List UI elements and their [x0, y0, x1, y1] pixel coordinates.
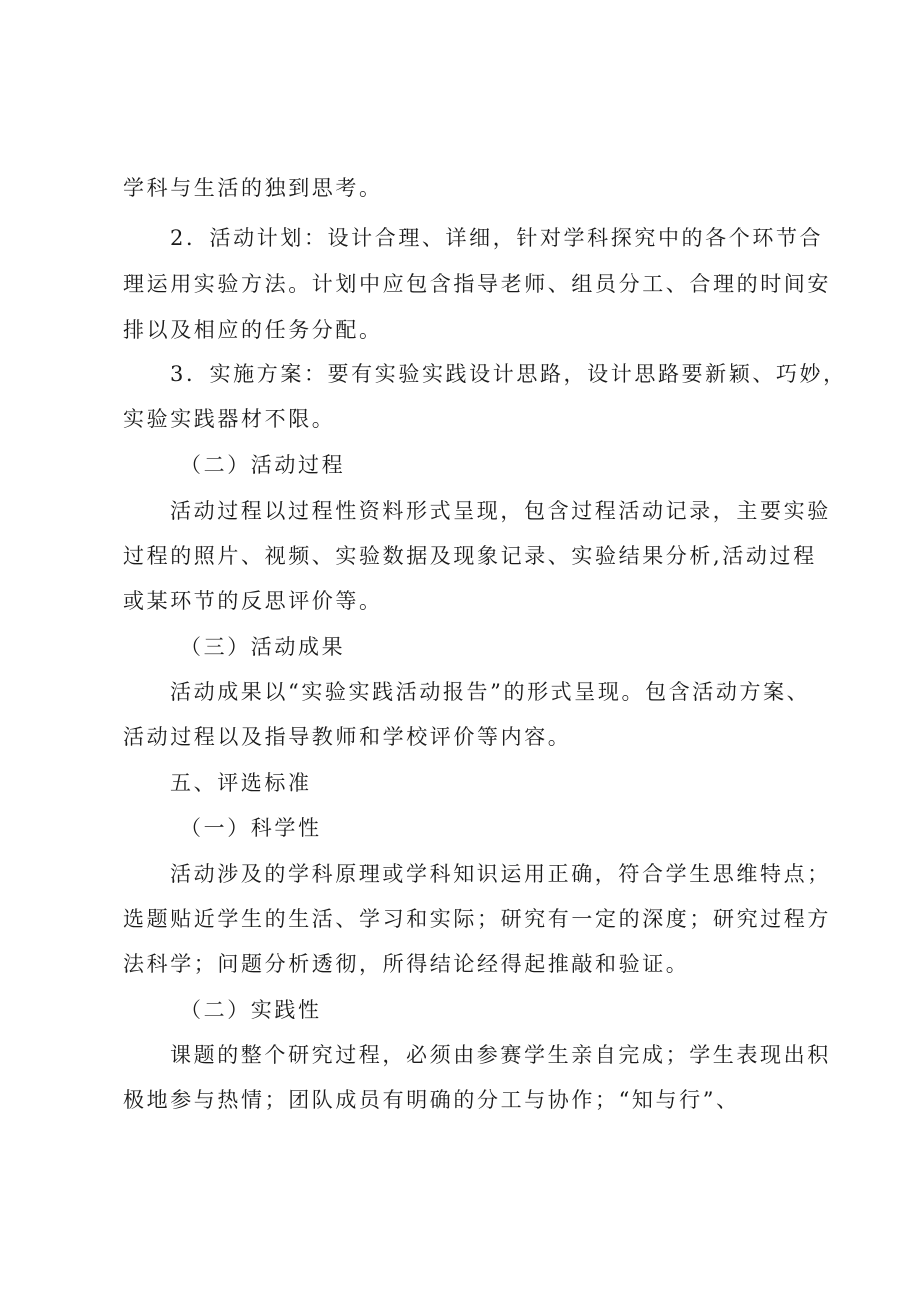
- text-line-8: 活动过程以过程性资料形式呈现，包含过程活动记录，主要实验: [170, 499, 831, 523]
- text-line-13: 活动过程以及指导教师和学校评价等内容。: [123, 725, 572, 749]
- text-line-21: 极地参与热情；团队成员有明确的分工与协作；“知与行”、: [123, 1088, 740, 1112]
- subheading-activity-process: （二）活动过程: [180, 453, 346, 477]
- text-line-10: 或某环节的反思评价等。: [123, 589, 383, 613]
- text-line-2: 2．活动计划：设计合理、详细，针对学科探究中的各个环节合: [170, 226, 824, 250]
- text-line-4: 排以及相应的任务分配。: [123, 318, 383, 342]
- text-line-17: 选题贴近学生的生活、学习和实际；研究有一定的深度；研究过程方: [123, 907, 831, 931]
- subheading-activity-results: （三）活动成果: [180, 635, 346, 659]
- text-line-6: 实验实践器材不限。: [123, 407, 336, 431]
- text-line-1: 学科与生活的独到思考。: [123, 176, 383, 200]
- text-line-16: 活动涉及的学科原理或学科知识运用正确，符合学生思维特点；: [170, 862, 831, 886]
- text-line-5: 3．实施方案：要有实验实践设计思路，设计思路要新颖、巧妙，: [170, 362, 847, 386]
- subheading-practical: （二）实践性: [180, 998, 322, 1022]
- section-heading-criteria: 五、评选标准: [170, 771, 312, 795]
- subheading-scientific: （一）科学性: [180, 816, 322, 840]
- text-line-20: 课题的整个研究过程，必须由参赛学生亲自完成；学生表现出积: [170, 1043, 831, 1067]
- text-line-3: 理运用实验方法。计划中应包含指导老师、组员分工、合理的时间安: [123, 272, 831, 296]
- text-line-12: 活动成果以“实验实践活动报告”的形式呈现。包含活动方案、: [170, 680, 811, 704]
- text-line-18: 法科学；问题分析透彻，所得结论经得起推敲和验证。: [123, 952, 690, 976]
- text-line-9: 过程的照片、视频、实验数据及现象记录、实验结果分析,活动过程: [123, 544, 817, 568]
